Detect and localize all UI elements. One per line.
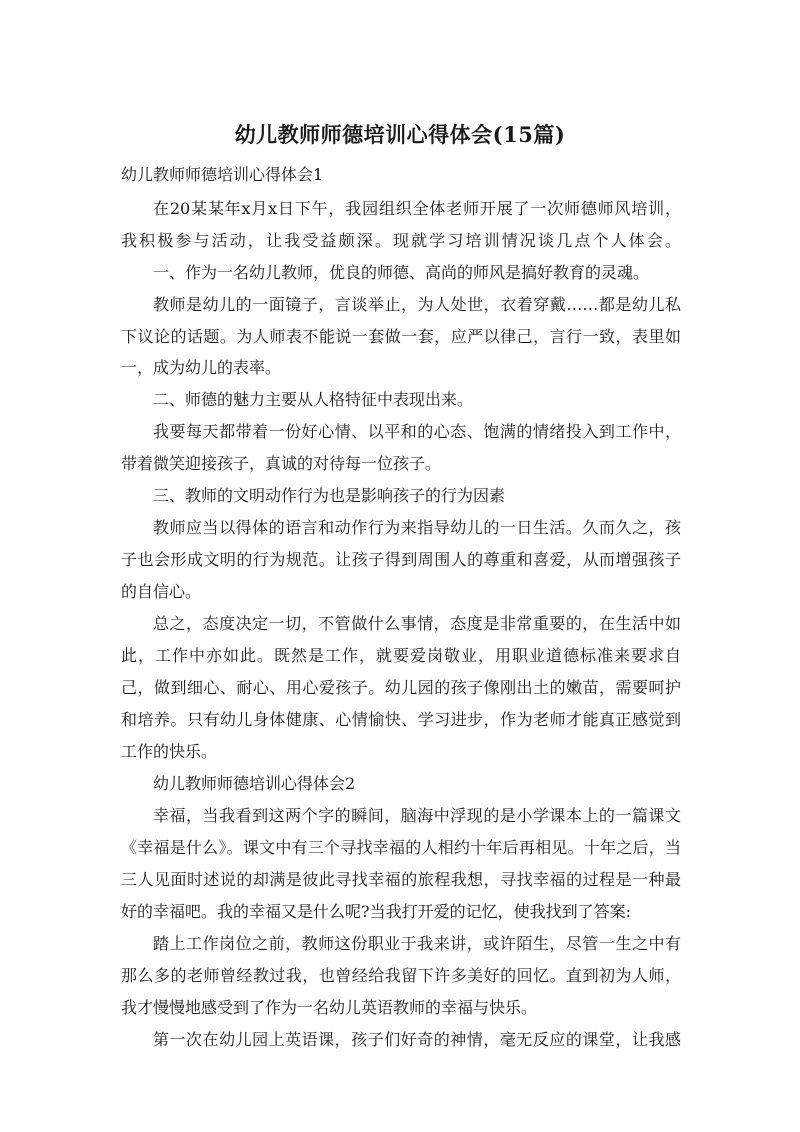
- paragraph-line: 三、教师的文明动作行为也是影响孩子的行为因素: [153, 486, 506, 505]
- paragraph-line: 在20某某年x月x日下午，我园组织全体老师开展了一次师德师风培训，: [153, 199, 681, 218]
- paragraph-line: 子也会形成文明的行为规范。让孩子得到周围人的尊重和喜爱，从而增强孩子: [121, 550, 681, 569]
- paragraph-line: 踏上工作岗位之前，教师这份职业于我来讲，或许陌生，尽管一生之中有: [153, 934, 681, 953]
- paragraph-line: 那么多的老师曾经教过我，也曾经给我留下许多美好的回忆。直到初为人师，: [121, 966, 681, 985]
- section-heading-1: 幼儿教师师德培训心得体会1: [121, 165, 324, 184]
- document-title: 幼儿教师师德培训心得体会(15篇): [234, 122, 566, 147]
- paragraph-line: 下议论的话题。为人师表不能说一套做一套，应严以律己，言行一致，表里如: [121, 327, 681, 346]
- paragraph-line: 好的幸福吧。我的幸福又是什么呢?当我打开爱的记忆，使我找到了答案:: [121, 902, 631, 921]
- paragraph-line: 我才慢慢地感受到了作为一名幼儿英语教师的幸福与快乐。: [121, 998, 538, 1017]
- paragraph-line: 二、师德的魅力主要从人格特征中表现出来。: [153, 390, 474, 409]
- paragraph-line: 带着微笑迎接孩子，真诚的对待每一位孩子。: [121, 454, 442, 473]
- paragraph-line: 和培养。只有幼儿身体健康、心情愉快、学习进步，作为老师才能真正感觉到: [121, 710, 681, 729]
- paragraph-line: 我积极参与活动，让我受益颇深。现就学习培训情况谈几点个人体会。: [121, 231, 681, 250]
- paragraph-line: 我要每天都带着一份好心情、以平和的心态、饱满的情绪投入到工作中，: [153, 422, 681, 441]
- paragraph-line: 教师应当以得体的语言和动作行为来指导幼儿的一日生活。久而久之，孩: [153, 518, 681, 537]
- paragraph-line: 的自信心。: [121, 582, 202, 601]
- paragraph-line: 第一次在幼儿园上英语课，孩子们好奇的神情，毫无反应的课堂，让我感: [153, 1030, 681, 1049]
- paragraph-line: 总之，态度决定一切，不管做什么事情，态度是非常重要的，在生活中如: [153, 614, 681, 633]
- paragraph-line: 教师是幼儿的一面镜子，言谈举止，为人处世，衣着穿戴……都是幼儿私: [153, 295, 681, 314]
- section-heading-2: 幼儿教师师德培训心得体会2: [153, 774, 356, 793]
- paragraph-line: 此，工作中亦如此。既然是工作，就要爱岗敬业，用职业道德标准来要求自: [121, 646, 681, 665]
- paragraph-line: 《幸福是什么》。课文中有三个寻找幸福的人相约十年后再相见。十年之后，当: [121, 838, 681, 857]
- paragraph-line: 一，成为幼儿的表率。: [121, 358, 282, 377]
- paragraph-line: 三人见面时述说的却满是彼此寻找幸福的旅程我想，寻找幸福的过程是一种最: [121, 870, 681, 889]
- paragraph-line: 工作的快乐。: [121, 742, 218, 761]
- paragraph-line: 一、作为一名幼儿教师，优良的师德、高尚的师风是搞好教育的灵魂。: [153, 263, 650, 282]
- paragraph-line: 幸福，当我看到这两个字的瞬间，脑海中浮现的是小学课本上的一篇课文: [153, 806, 681, 825]
- paragraph-line: 己，做到细心、耐心、用心爱孩子。幼儿园的孩子像刚出土的嫩苗，需要呵护: [121, 678, 681, 697]
